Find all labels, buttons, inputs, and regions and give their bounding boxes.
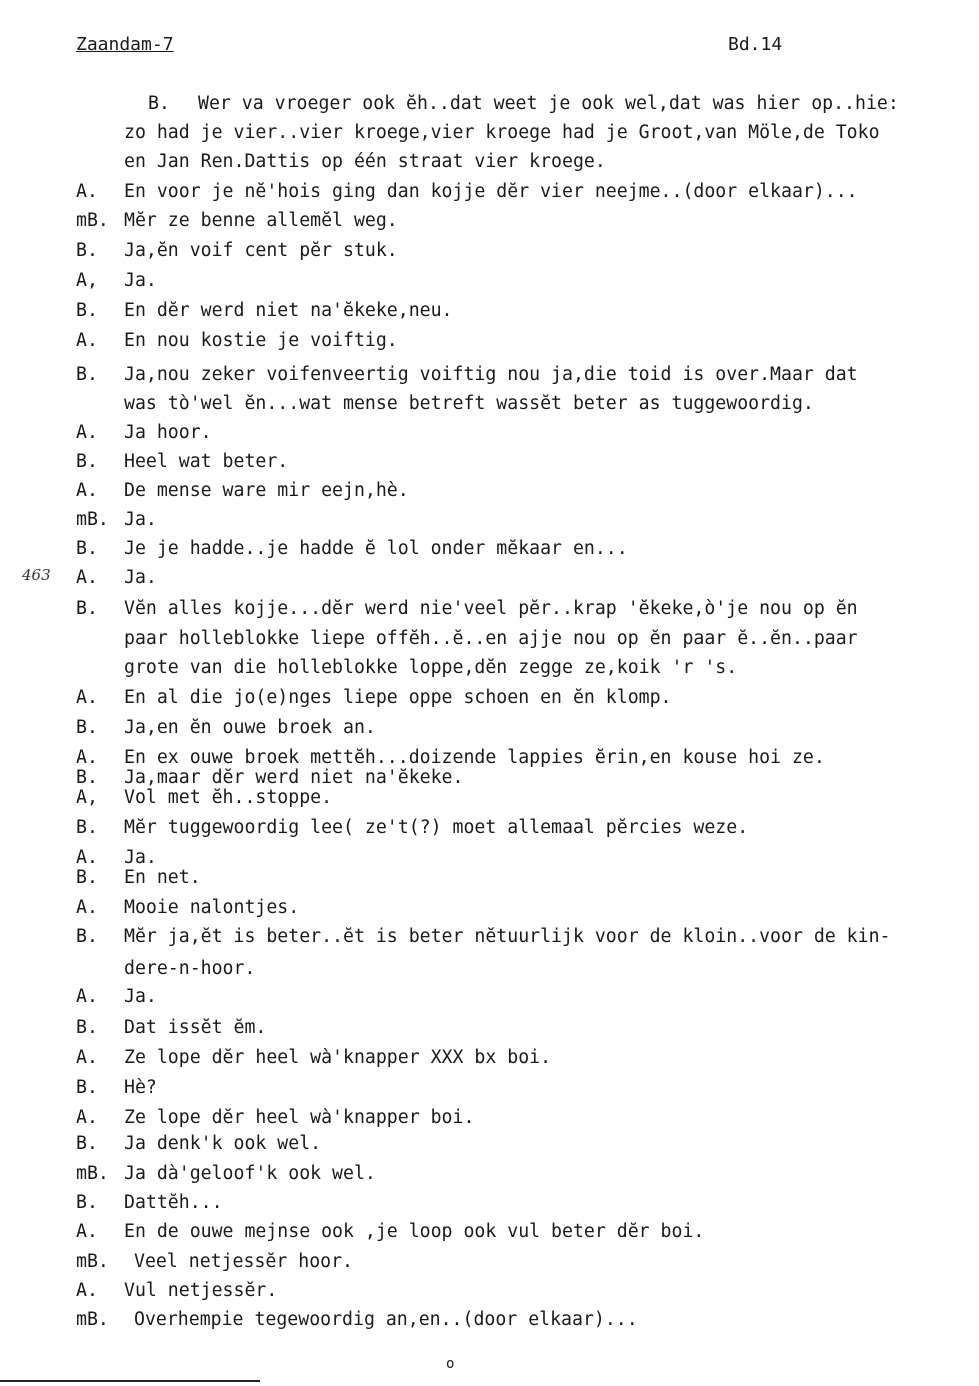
utterance-text: Ja. bbox=[124, 847, 157, 868]
utterance-text: dere-n-hoor. bbox=[124, 958, 256, 979]
speaker-label: mB. bbox=[76, 210, 109, 231]
footer-rule bbox=[0, 1380, 260, 1382]
utterance-text: Veel netjessĕr hoor. bbox=[134, 1251, 353, 1272]
transcript-line bbox=[0, 597, 979, 621]
speaker-label: B. bbox=[76, 538, 98, 559]
utterance-text: Heel wat beter. bbox=[124, 451, 289, 472]
utterance-text: Ja denk'k ook wel. bbox=[124, 1133, 322, 1154]
speaker-label: A. bbox=[76, 1047, 98, 1068]
speaker-label: B. bbox=[76, 1077, 98, 1098]
transcript-line bbox=[0, 1046, 979, 1070]
utterance-text: Wer va vroeger ook ĕh..dat weet je ook wel,dat was hier op..hie: bbox=[198, 93, 899, 114]
transcript-line-continuation bbox=[0, 150, 979, 174]
transcript-line bbox=[0, 421, 979, 445]
speaker-label: A. bbox=[76, 986, 98, 1007]
transcript-line bbox=[0, 479, 979, 503]
speaker-label: A. bbox=[76, 747, 98, 768]
transcript-line bbox=[0, 450, 979, 474]
speaker-label: A. bbox=[76, 687, 98, 708]
utterance-text: Dat issĕt ĕm. bbox=[124, 1017, 267, 1038]
transcript-line bbox=[0, 537, 979, 561]
transcript-line-continuation bbox=[0, 121, 979, 145]
utterance-text: Ja. bbox=[124, 567, 157, 588]
speaker-label: B. bbox=[76, 240, 98, 261]
speaker-label: A, bbox=[76, 270, 98, 291]
speaker-label: A. bbox=[76, 1221, 98, 1242]
utterance-text: zo had je vier..vier kroege,vier kroege had je Groot,van Möle,de Toko bbox=[124, 122, 880, 143]
speaker-label: B. bbox=[76, 451, 98, 472]
utterance-text: Ja. bbox=[124, 509, 157, 530]
utterance-text: Ze lope dĕr heel wà'knapper XXX bx boi. bbox=[124, 1047, 552, 1068]
utterance-text: En voor je nĕ'hois ging dan kojje dĕr vier neejme..(door elkaar)... bbox=[124, 181, 858, 202]
transcript-line-continuation bbox=[0, 656, 979, 680]
utterance-text: en Jan Ren.Dattis op één straat vier kroege. bbox=[124, 151, 606, 172]
transcript-line bbox=[0, 1016, 979, 1040]
utterance-text: Ja,ĕn voif cent pĕr stuk. bbox=[124, 240, 398, 261]
utterance-text: Ja. bbox=[124, 270, 157, 291]
utterance-text: Dattĕh... bbox=[124, 1192, 223, 1213]
transcript-line bbox=[0, 716, 979, 740]
transcript-line-continuation bbox=[0, 957, 979, 981]
utterance-text: Ze lope dĕr heel wà'knapper boi. bbox=[124, 1107, 475, 1128]
utterance-text: Ja,nou zeker voifenveertig voiftig nou ja,die toid is over.Maar dat bbox=[124, 364, 858, 385]
transcript-line bbox=[0, 686, 979, 710]
transcript-line bbox=[0, 1308, 979, 1332]
speaker-label: A. bbox=[76, 181, 98, 202]
utterance-text: Mooie nalontjes. bbox=[124, 897, 300, 918]
speaker-label: mB. bbox=[76, 1251, 109, 1272]
speaker-label: B. bbox=[76, 300, 98, 321]
transcript-line bbox=[0, 363, 979, 387]
speaker-label: B. bbox=[76, 817, 98, 838]
transcript-line bbox=[0, 866, 979, 890]
utterance-text: En net. bbox=[124, 867, 201, 888]
speaker-label: B. bbox=[76, 717, 98, 738]
utterance-text: Vol met ĕh..stoppe. bbox=[124, 787, 333, 808]
speaker-label: A. bbox=[76, 330, 98, 351]
transcript-line bbox=[0, 1162, 979, 1186]
transcript-line bbox=[0, 180, 979, 204]
speaker-label: B. bbox=[76, 1192, 98, 1213]
transcript-line bbox=[0, 985, 979, 1009]
utterance-text: Ja,en ĕn ouwe broek an. bbox=[124, 717, 376, 738]
utterance-text: En al die jo(e)nges liepe oppe schoen en ĕn klomp. bbox=[124, 687, 672, 708]
speaker-label: B. bbox=[148, 93, 170, 114]
utterance-text: De mense ware mir eejn,hè. bbox=[124, 480, 409, 501]
transcript-line bbox=[0, 1076, 979, 1100]
transcript-line bbox=[0, 566, 979, 590]
speaker-label: A, bbox=[76, 787, 98, 808]
document-header-page: Bd.14 bbox=[728, 34, 783, 55]
speaker-label: mB. bbox=[76, 1309, 109, 1330]
utterance-text: Je je hadde..je hadde ĕ lol onder mĕkaar en... bbox=[124, 538, 628, 559]
utterance-text: Vĕn alles kojje...dĕr werd nie'veel pĕr..krap 'ĕkeke,ò'je nou op ĕn bbox=[124, 598, 858, 619]
speaker-label: B. bbox=[76, 1133, 98, 1154]
utterance-text: En ex ouwe broek mettĕh...doizende lappies ĕrin,en kouse hoi ze. bbox=[124, 747, 825, 768]
speaker-label: mB. bbox=[76, 1163, 109, 1184]
speaker-label: mB. bbox=[76, 509, 109, 530]
speaker-label: A. bbox=[76, 480, 98, 501]
utterance-text: Ja. bbox=[124, 986, 157, 1007]
speaker-label: A. bbox=[76, 567, 98, 588]
utterance-text: Ja hoor. bbox=[124, 422, 212, 443]
utterance-text: Mĕr ja,ĕt is beter..ĕt is beter nĕtuurlijk voor de kloin..voor de kin- bbox=[124, 926, 891, 947]
transcript-line bbox=[0, 1191, 979, 1215]
transcript-line bbox=[0, 329, 979, 353]
utterance-text: paar holleblokke liepe offĕh..ĕ..en ajje nou op ĕn paar ĕ..ĕn..paar bbox=[124, 628, 858, 649]
transcript-line bbox=[0, 1132, 979, 1156]
speaker-label: B. bbox=[76, 926, 98, 947]
transcript-line bbox=[0, 269, 979, 293]
transcript-line bbox=[0, 209, 979, 233]
speaker-label: B. bbox=[76, 364, 98, 385]
utterance-text: Vul netjessĕr. bbox=[124, 1280, 278, 1301]
transcript-line bbox=[0, 508, 979, 532]
transcript-line bbox=[0, 925, 979, 949]
transcript-line bbox=[0, 786, 979, 810]
utterance-text: was tò'wel ĕn...wat mense betreft wassĕt beter as tuggewoordig. bbox=[124, 393, 814, 414]
transcript-line bbox=[0, 1220, 979, 1244]
speaker-label: A. bbox=[76, 847, 98, 868]
transcript-line bbox=[0, 1279, 979, 1303]
transcript-line bbox=[0, 1106, 979, 1130]
footer-mark: o bbox=[446, 1356, 455, 1372]
utterance-text: Mĕr ze benne allemĕl weg. bbox=[124, 210, 398, 231]
speaker-label: B. bbox=[76, 767, 98, 788]
speaker-label: B. bbox=[76, 1017, 98, 1038]
speaker-label: A. bbox=[76, 1280, 98, 1301]
speaker-label: A. bbox=[76, 1107, 98, 1128]
transcript-line-continuation bbox=[0, 392, 979, 416]
transcript-line bbox=[0, 92, 979, 116]
utterance-text: En de ouwe mejnse ook ,je loop ook vul beter dĕr boi. bbox=[124, 1221, 705, 1242]
utterance-text: Overhempie tegewoordig an,en..(door elkaar)... bbox=[134, 1309, 638, 1330]
speaker-label: B. bbox=[76, 598, 98, 619]
margin-note: 463 bbox=[22, 566, 51, 584]
speaker-label: B. bbox=[76, 867, 98, 888]
transcript-line bbox=[0, 239, 979, 263]
document-header-location: Zaandam-7 bbox=[76, 34, 174, 55]
utterance-text: Hè? bbox=[124, 1077, 157, 1098]
speaker-label: A. bbox=[76, 897, 98, 918]
utterance-text: En nou kostie je voiftig. bbox=[124, 330, 398, 351]
transcript-line bbox=[0, 816, 979, 840]
transcript-line bbox=[0, 896, 979, 920]
utterance-text: En dĕr werd niet na'ĕkeke,neu. bbox=[124, 300, 453, 321]
transcript-line bbox=[0, 1250, 979, 1274]
transcript-line-continuation bbox=[0, 627, 979, 651]
speaker-label: A. bbox=[76, 422, 98, 443]
utterance-text: grote van die holleblokke loppe,dĕn zegge ze,koik 'r 's. bbox=[124, 657, 738, 678]
utterance-text: Ja dà'geloof'k ook wel. bbox=[124, 1163, 376, 1184]
transcript-line bbox=[0, 299, 979, 323]
utterance-text: Mĕr tuggewoordig lee( ze't(?) moet allemaal pĕrcies weze. bbox=[124, 817, 749, 838]
utterance-text: Ja,maar dĕr werd niet na'ĕkeke. bbox=[124, 767, 464, 788]
